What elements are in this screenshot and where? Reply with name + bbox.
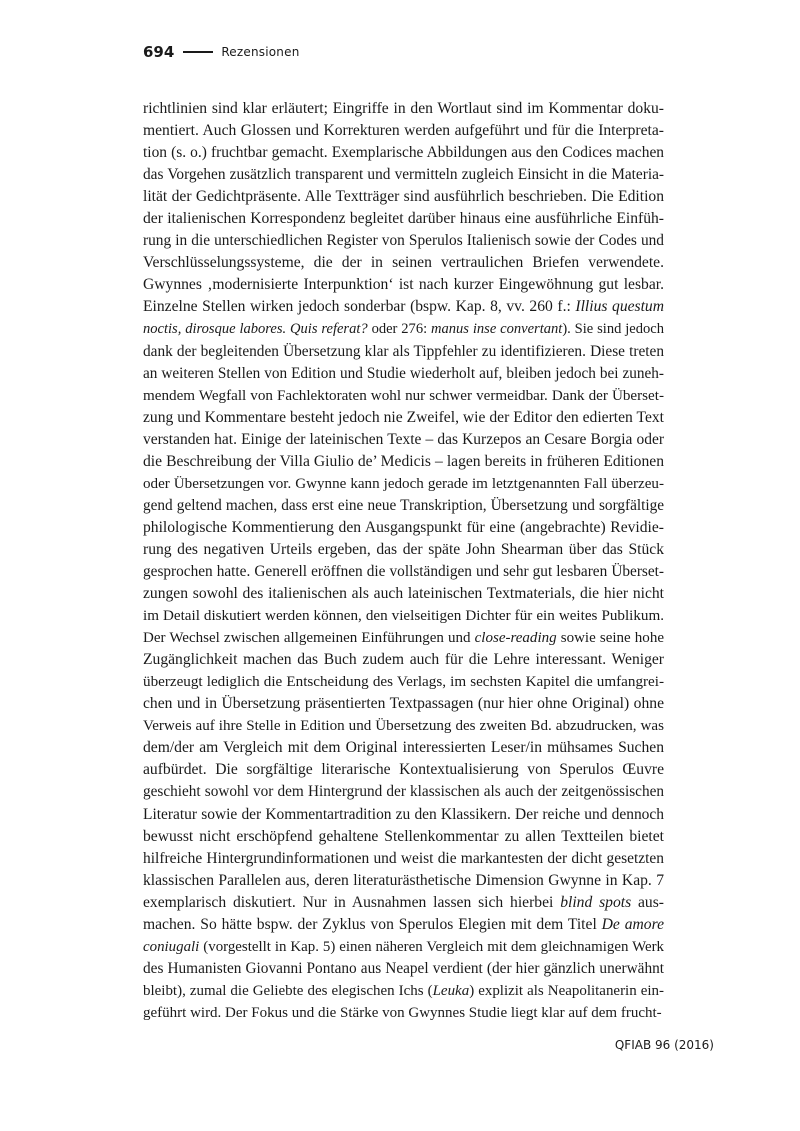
text-segment: bleibt), zumal die Geliebte des elegischen Ichs ( xyxy=(143,982,433,999)
text-line xyxy=(143,848,664,870)
text-line xyxy=(143,605,664,627)
text-line xyxy=(143,473,664,495)
text-segment: klassischen Parallelen aus, deren literaturästhetische Dimension Gwynne in Kap. 7 xyxy=(143,871,664,889)
text-segment: ) explizit als Neapolitanerin ein- xyxy=(469,982,664,999)
header-rule xyxy=(183,51,213,53)
italic-segment: Leuka xyxy=(432,982,470,999)
text-line xyxy=(143,385,664,407)
text-segment: zung und Kommentare besteht jedoch nie Zweifel, wie der Editor den edierten Text xyxy=(143,408,664,426)
text-segment: Verschlüsselungssysteme, die der in seinen vertraulichen Briefen verwendete. xyxy=(143,254,664,272)
text-segment: Einzelne Stellen wirken jedoch sonderbar (bspw. Kap. 8, vv. 260 f.: xyxy=(143,298,576,316)
italic-segment: coniugali xyxy=(143,938,200,955)
text-segment: geführt wird. Der Fokus und die Stärke von Gwynnes Studie liegt klar auf dem frucht- xyxy=(143,1004,662,1021)
text-line xyxy=(143,870,664,892)
text-line xyxy=(143,495,664,517)
page-number: 694 xyxy=(143,43,175,61)
text-segment: sowie seine hohe xyxy=(556,630,664,647)
text-segment: dem/der am Vergleich mit dem Original interessierten Leser/in mühsames Suchen xyxy=(143,739,664,757)
text-segment: lität der Gedichtpräsente. Alle Textträger sind ausführlich beschrieben. Die Edition xyxy=(143,188,664,206)
text-line xyxy=(143,363,664,385)
text-segment: Literatur sowie der Kommentartradition zu den Klassikern. Der reiche und dennoch xyxy=(143,805,664,823)
text-segment: mendem Wegfall von Fachlektoraten wohl nur schwer vermeidbar. Dank der Überset- xyxy=(143,387,664,404)
text-segment: der italienischen Korrespondenz begleitet darüber hinaus eine ausführliche Einfüh- xyxy=(143,210,664,228)
page-header xyxy=(143,40,300,64)
text-segment: oder 276: xyxy=(367,321,432,338)
text-line xyxy=(143,804,664,826)
text-segment: philologische Kommentierung den Ausgangspunkt für eine (angebrachte) Revidie- xyxy=(143,518,664,536)
italic-segment: Illius questum xyxy=(575,298,664,316)
text-segment: gesprochen hatte. Generell eröffnen die vollständigen und sehr gut lesbaren Überset- xyxy=(143,562,664,580)
text-line xyxy=(143,296,664,318)
text-line xyxy=(143,936,664,958)
text-line xyxy=(143,230,664,252)
text-segment: überzeugt lediglich die Entscheidung des Verlags, im sechsten Kapitel die umfangrei- xyxy=(143,674,664,691)
text-line xyxy=(143,407,664,429)
text-line xyxy=(143,98,664,120)
text-segment: verstanden hat. Einige der lateinischen Texte – das Kurzepos an Cesare Borgia oder xyxy=(143,430,664,448)
italic-segment: manus inse convertant xyxy=(431,321,563,338)
text-line xyxy=(143,980,664,1002)
text-segment: an weiteren Stellen von Edition und Studie wiederholt auf, bleiben jedoch bei zuneh- xyxy=(143,364,664,382)
text-segment: rung in die unterschiedlichen Register von Sperulos Italienisch sowie der Codes und xyxy=(143,232,664,250)
text-line xyxy=(143,164,664,186)
text-segment: das Vorgehen zusätzlich transparent und vermitteln zugleich Einsicht in die Materia- xyxy=(143,166,664,184)
italic-segment: close-reading xyxy=(474,630,557,647)
body-text xyxy=(143,98,664,1024)
text-line xyxy=(143,781,664,803)
running-title: Rezensionen xyxy=(221,45,300,59)
text-line xyxy=(143,583,664,605)
text-segment: hilfreiche Hintergrundinformationen und weist die markantesten der dicht gesetzten xyxy=(143,849,664,867)
text-line xyxy=(143,671,664,693)
text-line xyxy=(143,1002,664,1024)
text-line xyxy=(143,252,664,274)
text-line xyxy=(143,120,664,142)
text-segment: tion (s. o.) fruchtbar gemacht. Exemplarische Abbildungen aus den Codices machen xyxy=(143,144,664,162)
text-segment: im Detail diskutiert werden können, den vielseitigen Dichter für ein weites Publikum. xyxy=(143,608,664,625)
text-segment: die Beschreibung der Villa Giulio de’ Medicis – lagen bereits in früheren Editionen xyxy=(143,452,664,470)
text-segment: Verweis auf ihre Stelle in Edition und Übersetzung des zweiten Bd. abzudrucken, was xyxy=(143,718,664,735)
text-segment: oder Übersetzungen vor. Gwynne kann jedoch gerade im letztgenannten Fall überzeu- xyxy=(143,475,664,492)
text-segment: dank der begleitenden Übersetzung klar als Tippfehler zu identifizieren. Diese treten xyxy=(143,342,664,360)
text-segment: aufbürdet. Die sorgfältige literarische Kontextualisierung von Sperulos Œuvre xyxy=(143,761,664,779)
text-line xyxy=(143,715,664,737)
text-segment: Der Wechsel zwischen allgemeinen Einführungen und xyxy=(143,630,475,647)
text-line xyxy=(143,759,664,781)
text-segment: exemplarisch diskutiert. Nur in Ausnahmen lassen sich hierbei xyxy=(143,893,561,911)
text-line xyxy=(143,693,664,715)
text-line xyxy=(143,451,664,473)
text-segment: des Humanisten Giovanni Pontano aus Neapel verdient (der hier gänzlich unerwähnt xyxy=(143,959,664,977)
text-line xyxy=(143,208,664,230)
text-segment: zungen sowohl des italienischen als auch lateinischen Textmaterials, die hier nicht xyxy=(143,585,664,603)
text-line xyxy=(143,561,664,583)
text-line xyxy=(143,892,664,914)
text-segment: rung des negativen Urteils ergeben, das der späte John Shearman über das Stück xyxy=(143,540,664,558)
text-segment: Gwynnes ‚modernisierte Interpunktion‘ ist nach kurzer Eingewöhnung gut lesbar. xyxy=(143,276,664,294)
italic-segment: De amore xyxy=(601,915,664,933)
italic-segment: blind spots xyxy=(560,893,632,911)
text-line xyxy=(143,274,664,296)
text-line xyxy=(143,627,664,649)
text-segment: Zugänglichkeit machen das Buch zudem auch für die Lehre interessant. Weniger xyxy=(143,651,664,669)
text-line xyxy=(143,539,664,561)
text-segment: machen. So hätte bspw. der Zyklus von Sperulos Elegien mit dem Titel xyxy=(143,915,602,933)
text-segment: bewusst nicht erschöpfend gehaltene Stellenkommentar zu allen Textteilen bietet xyxy=(143,827,664,845)
text-segment: (vorgestellt in Kap. 5) einen näheren Vergleich mit dem gleichnamigen Werk xyxy=(199,938,664,955)
text-line xyxy=(143,429,664,451)
text-segment: mentiert. Auch Glossen und Korrekturen werden aufgeführt und für die Interpreta- xyxy=(143,122,664,140)
text-line xyxy=(143,142,664,164)
text-line xyxy=(143,958,664,980)
text-segment: aus- xyxy=(631,893,664,911)
text-line xyxy=(143,914,664,936)
text-line xyxy=(143,649,664,671)
text-segment: ). Sie sind jedoch xyxy=(562,321,664,338)
text-segment: gend geltend machen, dass erst eine neue Transkription, Übersetzung und sorgfältige xyxy=(143,496,664,514)
text-line xyxy=(143,826,664,848)
text-segment: geschieht sowohl vor dem Hintergrund der klassischen als auch der zeitgenössischen xyxy=(143,783,664,801)
italic-segment: noctis, dirosque labores. Quis referat? xyxy=(143,321,368,338)
text-segment: richtlinien sind klar erläutert; Eingriffe in den Wortlaut sind im Kommentar doku- xyxy=(143,100,664,117)
text-segment: chen und in Übersetzung präsentierten Textpassagen (nur hier ohne Original) ohne xyxy=(143,695,664,713)
text-line xyxy=(143,186,664,208)
text-line xyxy=(143,318,664,340)
text-line xyxy=(143,737,664,759)
journal-footer: QFIAB 96 (2016) xyxy=(614,1038,714,1052)
text-line xyxy=(143,341,664,363)
text-line xyxy=(143,517,664,539)
